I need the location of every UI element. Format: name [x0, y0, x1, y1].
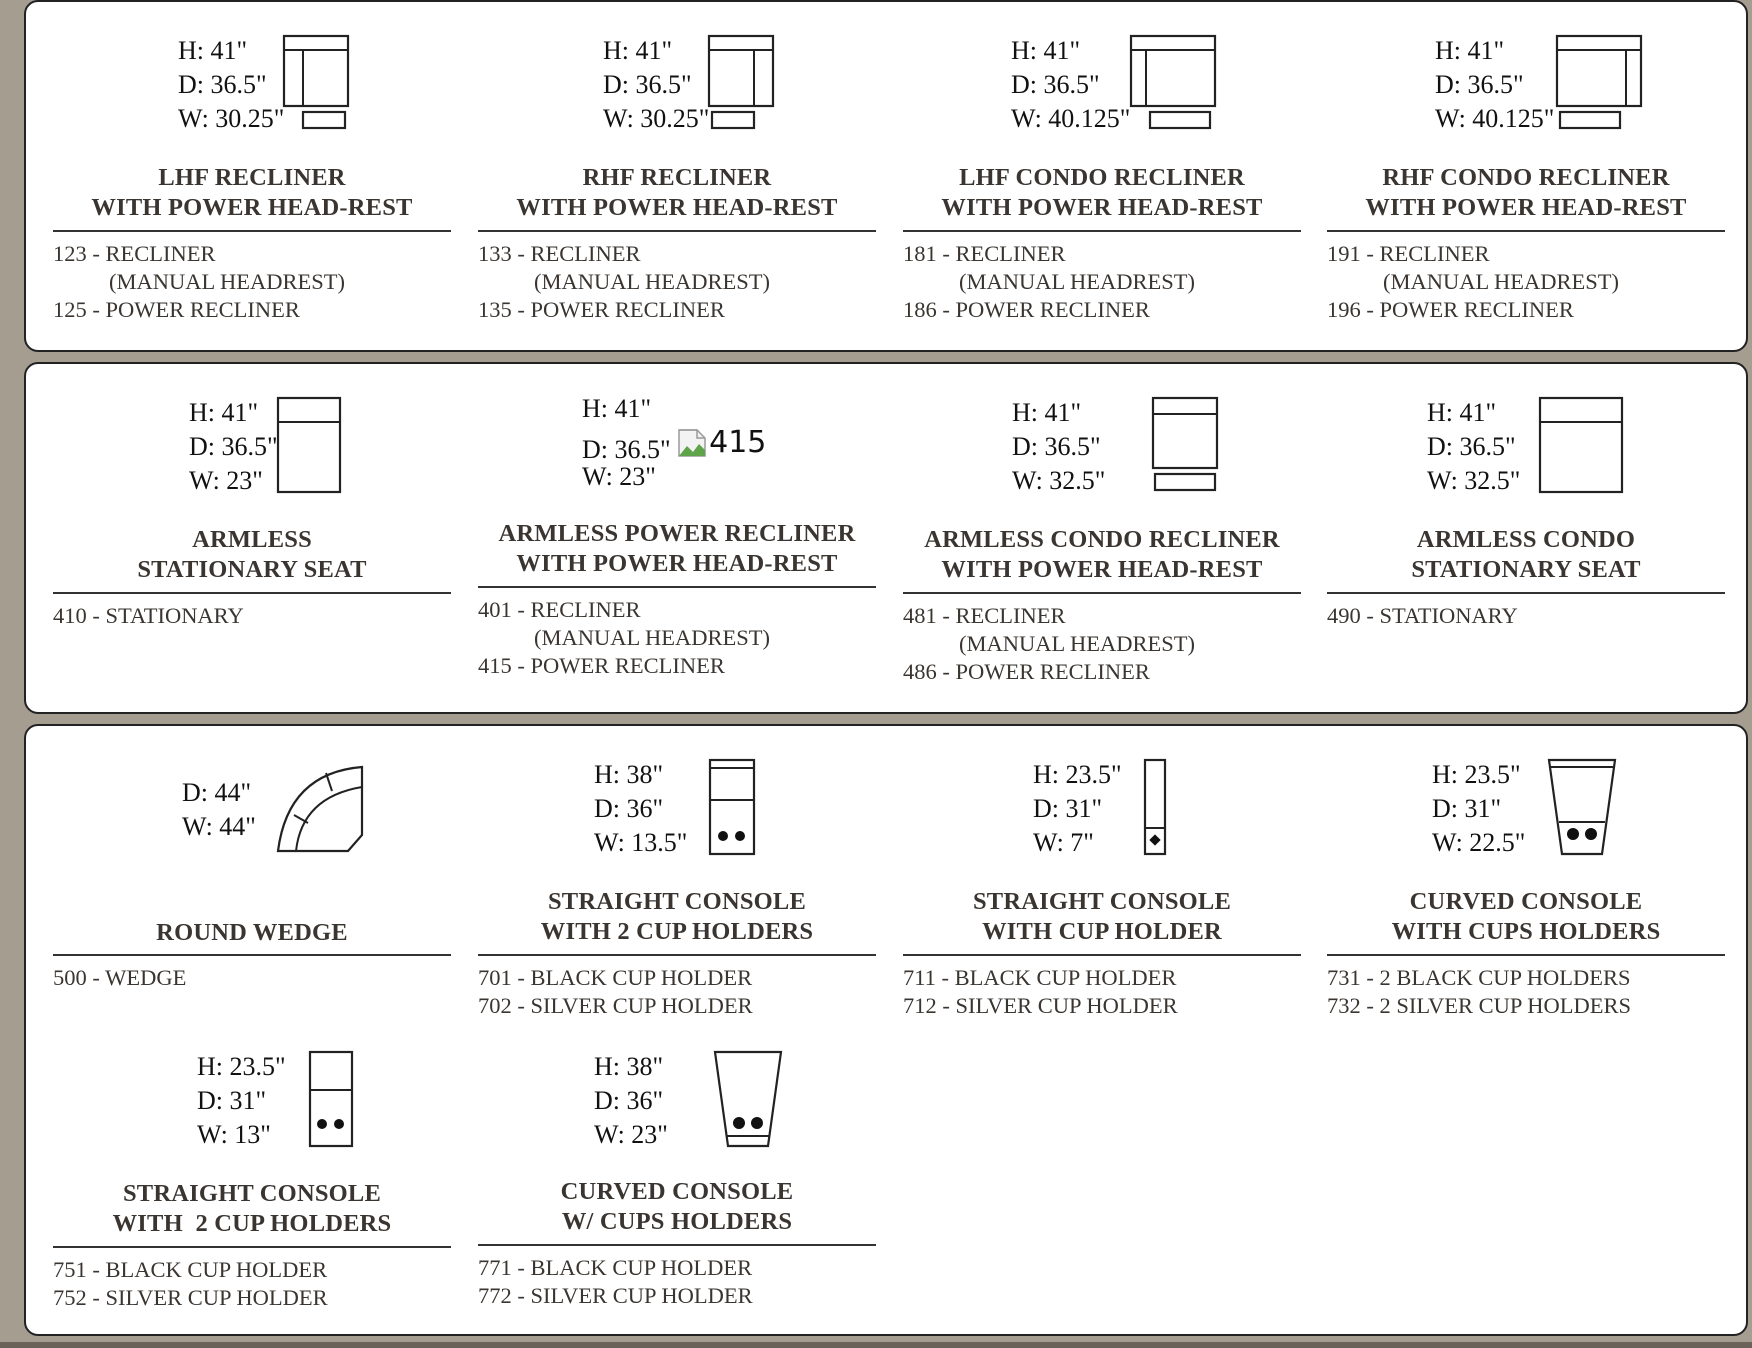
divider [1327, 230, 1725, 232]
code-note: (MANUAL HEADREST) [959, 631, 1196, 656]
product-title [53, 918, 451, 948]
code-line: 752 - SILVER CUP HOLDER [53, 1285, 328, 1310]
product-card [53, 364, 451, 704]
depth-value: D: 36" [594, 794, 664, 823]
depth-value: D: 36.5" [603, 70, 692, 99]
code-line: 751 - BLACK CUP HOLDER [53, 1257, 328, 1282]
title-line: CURVED CONSOLE [560, 1178, 794, 1205]
code-line: 731 - 2 BLACK CUP HOLDERS [1327, 965, 1631, 990]
broken-image [677, 426, 766, 460]
divider [1327, 954, 1725, 956]
dimensions [1012, 396, 1105, 498]
product-title [1327, 525, 1725, 585]
product-card [53, 1018, 451, 1318]
straight-console-1cup-diagram-icon [1142, 758, 1168, 858]
page-bottom-edge [0, 1342, 1752, 1348]
model-codes [478, 1254, 753, 1310]
code-line: 712 - SILVER CUP HOLDER [903, 993, 1178, 1018]
model-codes [478, 596, 770, 680]
product-title [53, 163, 451, 223]
product-title [478, 887, 876, 947]
title-line: WITH 2 CUP HOLDERS [112, 1210, 392, 1237]
product-title [903, 525, 1301, 585]
width-value: W: 7" [1033, 828, 1094, 857]
code-line: 133 - RECLINER [478, 241, 641, 266]
divider [478, 954, 876, 956]
product-title [53, 525, 451, 585]
divider [478, 1244, 876, 1246]
title-line: WITH 2 CUP HOLDERS [540, 918, 814, 945]
product-card [1327, 364, 1725, 704]
code-note: (MANUAL HEADREST) [109, 269, 346, 294]
code-line: 401 - RECLINER [478, 597, 641, 622]
width-value: W: 40.125" [1011, 104, 1131, 133]
product-title [903, 887, 1301, 947]
depth-value [582, 425, 767, 464]
title-line: ARMLESS POWER RECLINER [498, 520, 856, 547]
code-line: 191 - RECLINER [1327, 241, 1490, 266]
code-line: 702 - SILVER CUP HOLDER [478, 993, 753, 1018]
product-title [1327, 887, 1725, 947]
product-card [903, 2, 1301, 342]
panel-recliners [24, 0, 1748, 352]
product-card [478, 2, 876, 342]
title-line: STRAIGHT CONSOLE [122, 1180, 382, 1207]
title-line: STATIONARY SEAT [1411, 556, 1641, 583]
code-line: 125 - POWER RECLINER [53, 297, 300, 322]
code-note: (MANUAL HEADREST) [1383, 269, 1620, 294]
depth-value: D: 36.5" [189, 432, 278, 461]
depth-value: D: 36.5" [1012, 432, 1101, 461]
product-card [1327, 2, 1725, 342]
title-line: RHF RECLINER [582, 164, 772, 191]
height-value: H: 38" [594, 1052, 664, 1081]
product-title [903, 163, 1301, 223]
width-value: W: 30.25" [603, 104, 710, 133]
round-wedge-diagram-icon [274, 761, 366, 857]
lhf-recliner-diagram-icon [281, 34, 351, 134]
title-line: ARMLESS CONDO RECLINER [924, 526, 1280, 553]
code-line: 135 - POWER RECLINER [478, 297, 725, 322]
title-line: WITH POWER HEAD-REST [91, 194, 413, 221]
height-value: H: 41" [1435, 36, 1505, 65]
code-line: 732 - 2 SILVER CUP HOLDERS [1327, 993, 1631, 1018]
width-value: W: 23" [189, 466, 263, 495]
code-line: 196 - POWER RECLINER [1327, 297, 1574, 322]
product-card [903, 364, 1301, 704]
code-line: 415 - POWER RECLINER [478, 653, 725, 678]
title-line: ARMLESS [192, 526, 312, 553]
code-note: (MANUAL HEADREST) [534, 269, 771, 294]
armless-condo-recliner-diagram-icon [1150, 396, 1220, 496]
model-codes [1327, 964, 1631, 1020]
divider [478, 230, 876, 232]
dimensions [1011, 34, 1130, 136]
dimensions [197, 1050, 286, 1152]
code-line: 181 - RECLINER [903, 241, 1066, 266]
divider [53, 954, 451, 956]
width-value: W: 32.5" [1427, 466, 1521, 495]
divider [478, 586, 876, 588]
depth-value: D: 31" [1432, 794, 1502, 823]
model-codes [903, 240, 1195, 324]
height-value: H: 41" [1012, 398, 1082, 427]
dimensions [189, 396, 278, 498]
code-line: 771 - BLACK CUP HOLDER [478, 1255, 753, 1280]
title-line: CURVED CONSOLE [1409, 888, 1643, 915]
model-codes [903, 602, 1195, 686]
code-line: 486 - POWER RECLINER [903, 659, 1150, 684]
depth-value: D: 36.5" [1011, 70, 1100, 99]
rhf-condo-recliner-diagram-icon [1554, 34, 1644, 134]
code-note: (MANUAL HEADREST) [959, 269, 1196, 294]
divider [53, 230, 451, 232]
title-line: WITH POWER HEAD-REST [941, 556, 1263, 583]
width-value: W: 23" [594, 1120, 668, 1149]
code-line: 186 - POWER RECLINER [903, 297, 1150, 322]
title-line: STRAIGHT CONSOLE [547, 888, 807, 915]
model-codes [53, 240, 345, 324]
dimensions [1435, 34, 1554, 136]
depth-value: D: 31" [1033, 794, 1103, 823]
divider [903, 954, 1301, 956]
divider [903, 592, 1301, 594]
code-line: 123 - RECLINER [53, 241, 216, 266]
image-alt-text: 415 [709, 425, 767, 460]
armless-seat-diagram-icon [275, 396, 343, 496]
straight-console-2cup-diagram-icon [707, 758, 757, 858]
height-value: H: 41" [603, 36, 673, 65]
title-line: WITH POWER HEAD-REST [941, 194, 1263, 221]
curved-console-diagram-icon [1546, 758, 1618, 858]
dimensions [1432, 758, 1525, 860]
divider [53, 1246, 451, 1248]
title-line: STRAIGHT CONSOLE [972, 888, 1232, 915]
dimensions [178, 34, 284, 136]
broken-image-icon [677, 428, 707, 458]
height-value: H: 41" [1011, 36, 1081, 65]
height-value: H: 41" [1427, 398, 1497, 427]
dimensions [594, 1050, 668, 1152]
title-line: W/ CUPS HOLDERS [561, 1208, 793, 1235]
panel-armless [24, 362, 1748, 714]
model-codes [53, 602, 244, 630]
panel-wedge-consoles [24, 724, 1748, 1336]
title-line: RHF CONDO RECLINER [1382, 164, 1670, 191]
width-value: W: 22.5" [1432, 828, 1526, 857]
depth-text: D: 36.5" [582, 435, 671, 464]
depth-value: D: 36.5" [178, 70, 267, 99]
depth-value: D: 44" [182, 778, 252, 807]
model-codes [478, 964, 753, 1020]
product-card [1327, 726, 1725, 1016]
height-value: H: 38" [594, 760, 664, 789]
model-codes [53, 964, 186, 992]
width-value: W: 40.125" [1435, 104, 1555, 133]
depth-value: D: 31" [197, 1086, 267, 1115]
model-codes [478, 240, 770, 324]
code-line: 500 - WEDGE [53, 965, 187, 990]
product-card [478, 1018, 876, 1318]
dimensions [594, 758, 687, 860]
dimensions [1033, 758, 1122, 860]
divider [53, 592, 451, 594]
code-line: 711 - BLACK CUP HOLDER [903, 965, 1177, 990]
armless-condo-seat-diagram-icon [1537, 396, 1625, 496]
product-card [53, 2, 451, 342]
model-codes [903, 964, 1178, 1020]
width-value: W: 13.5" [594, 828, 688, 857]
depth-value: D: 36.5" [1427, 432, 1516, 461]
height-value: H: 23.5" [1033, 760, 1122, 789]
product-title [53, 1179, 451, 1239]
code-line: 481 - RECLINER [903, 603, 1066, 628]
title-line: WITH CUPS HOLDERS [1391, 918, 1661, 945]
code-line: 410 - STATIONARY [53, 603, 244, 628]
code-note: (MANUAL HEADREST) [534, 625, 771, 650]
dimensions [603, 34, 709, 136]
product-title [1327, 163, 1725, 223]
height-value: H: 41" [178, 36, 248, 65]
rhf-recliner-diagram-icon [706, 34, 776, 134]
code-line: 701 - BLACK CUP HOLDER [478, 965, 753, 990]
title-line: WITH CUP HOLDER [982, 918, 1222, 945]
height-value: H: 41" [582, 394, 652, 423]
lhf-condo-recliner-diagram-icon [1128, 34, 1218, 134]
width-value: W: 32.5" [1012, 466, 1106, 495]
curved-console-large-diagram-icon [712, 1050, 784, 1150]
title-line: WITH POWER HEAD-REST [1365, 194, 1687, 221]
title-line: LHF CONDO RECLINER [959, 164, 1245, 191]
width-value: W: 23" [582, 462, 656, 491]
divider [903, 230, 1301, 232]
title-line: LHF RECLINER [158, 164, 346, 191]
title-line: WITH POWER HEAD-REST [516, 550, 838, 577]
height-value: H: 23.5" [1432, 760, 1521, 789]
title-line: WITH POWER HEAD-REST [516, 194, 838, 221]
dimensions [182, 776, 256, 844]
height-value: H: 23.5" [197, 1052, 286, 1081]
dimensions [1427, 396, 1520, 498]
model-codes [53, 1256, 328, 1312]
width-value: W: 13" [197, 1120, 271, 1149]
product-card [478, 364, 876, 704]
height-value: H: 41" [189, 398, 259, 427]
product-card [478, 726, 876, 1016]
width-value: W: 30.25" [178, 104, 285, 133]
title-line: ARMLESS CONDO [1416, 526, 1636, 553]
title-line: STATIONARY SEAT [137, 556, 367, 583]
depth-value: D: 36.5" [1435, 70, 1524, 99]
product-title [478, 1177, 876, 1237]
width-value: W: 44" [182, 812, 256, 841]
code-line: 490 - STATIONARY [1327, 603, 1518, 628]
model-codes [1327, 240, 1619, 324]
code-line: 772 - SILVER CUP HOLDER [478, 1283, 753, 1308]
product-title [478, 163, 876, 223]
product-title [478, 519, 876, 579]
depth-value: D: 36" [594, 1086, 664, 1115]
straight-console-2cup-small-diagram-icon [307, 1050, 355, 1150]
product-card [53, 726, 451, 1016]
title-line: ROUND WEDGE [156, 919, 348, 946]
dimensions [582, 392, 766, 494]
product-card [903, 726, 1301, 1016]
model-codes [1327, 602, 1518, 630]
divider [1327, 592, 1725, 594]
